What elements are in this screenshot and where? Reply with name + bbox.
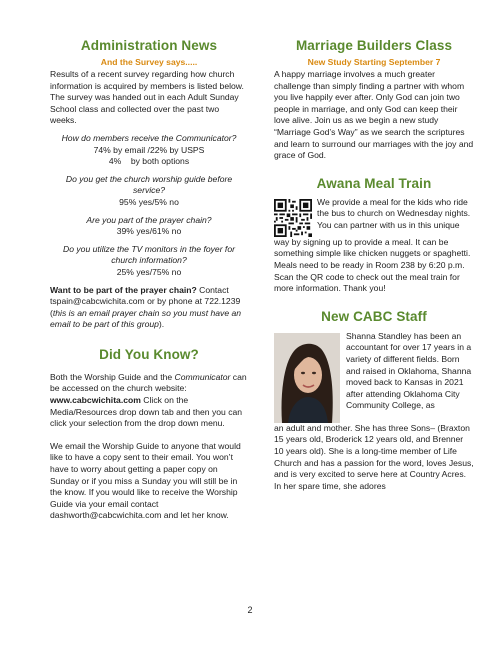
survey-answer-1b: 4% by both options: [108, 156, 190, 167]
survey-question-1: How do members receive the Communicator?: [61, 132, 237, 143]
marriage-builders-heading: Marriage Builders Class: [295, 38, 453, 53]
staff-body-rest: an adult and mother. She has three Sons– (Braxton 15 years old, Broderick 12 years old, and Brenner 10 years old). She is a long-time member of Life Church and has a passion for the word, loves Jesus, and is very excited to serve here at Country Acres. In her spare time, she adores: [274, 422, 474, 491]
survey-answer-3: 39% yes/61% no: [116, 226, 182, 237]
did-you-know-heading: Did You Know?: [99, 346, 199, 362]
administration-news-heading: Administration News: [80, 38, 218, 53]
new-staff-heading: New CABC Staff: [321, 308, 427, 324]
staff-body-side: Shanna Standley has been an accountant for over 17 years in a variety of different fields. Born and raised in Oklahoma, Shanna moved back to Kansas in 2021 after attending Oklahoma City Community College, as: [346, 330, 472, 411]
left-column: [50, 38, 248, 522]
marriage-subheading: New Study Starting September 7: [307, 57, 441, 67]
staff-row: [274, 331, 474, 423]
awana-row: [274, 197, 474, 237]
survey-answer-2: 95% yes/5% no: [119, 196, 179, 207]
survey-question-2: Do you get the church worship guide before service?: [65, 173, 233, 196]
prayer-chain-note: this is an email prayer chain so you must have an email to be part of this group: [50, 307, 242, 330]
awana-body-side: We provide a meal for the kids who ride the bus to church on Wednesday nights. You can partner with us in this unique: [317, 196, 471, 230]
know-text-a: Both the Worship Guide and the: [50, 371, 175, 382]
survey-question-4: Do you utilize the TV monitors in the foyer for church information?: [63, 243, 235, 266]
church-website-link[interactable]: www.cabcwichita.com: [50, 395, 141, 406]
awana-body-rest: way by signing up to provide a meal. It can be something simple like chicken nuggets or spaghetti. Meals need to be ready in Room 238 by 6:20 p.m. Scan the QR code to check out the meal train for more information. Thank you!: [274, 236, 471, 294]
survey-subheading: And the Survey says.....: [100, 57, 198, 67]
prayer-chain-contact: Contact tspain@cabcwichita.com or by phone at 722.1239 (: [50, 284, 241, 318]
know-text-b: can be accessed on the church website:: [50, 371, 247, 394]
survey-answer-4: 25% yes/75% no: [116, 266, 182, 277]
worship-guide-paragraph: [50, 372, 248, 430]
page-number: 2: [247, 605, 253, 615]
prayer-chain-end: ).: [158, 319, 165, 330]
survey-answer-1a: 74% by email /22% by USPS: [93, 144, 205, 155]
communicator-title: Communicator: [174, 371, 231, 382]
staff-photo: [274, 333, 340, 423]
marriage-body: A happy marriage involves a much greater challenge than simply finding a partner with whom you live happily ever after. Only God can join two people in marriage, and only God can keep their love alive. Join us as we begin a new study “Marriage God’s Way” as we search the scriptures and learn to surround our marriages with the joy and grace of God.: [274, 69, 474, 161]
email-guide-paragraph: We email the Worship Guide to anyone that would like to have a copy sent to their email. You won’t have to worry about getting a paper copy on Sunday or if you miss a Sunday you will still be in the know. If you would like to receive the Worship Guide via your email contact dashworth@cabcwichita.com and let her know.: [50, 440, 241, 521]
prayer-chain-title: Want to be part of the prayer chain?: [50, 284, 197, 295]
survey-intro: Results of a recent survey regarding how church information is acquired by members is listed below. The survey was handed out in each Adult Sunday School class and collected over the past two weeks.: [50, 69, 244, 126]
qr-code-icon[interactable]: [274, 199, 312, 237]
know-text-c: Click on the Media/Resources drop down tab and then you can click your selection from the drop down menu.: [50, 395, 243, 429]
prayer-chain-paragraph: [50, 285, 248, 331]
survey-question-3: Are you part of the prayer chain?: [86, 214, 212, 225]
right-column: [274, 38, 474, 492]
awana-meal-train-heading: Awana Meal Train: [316, 175, 432, 191]
